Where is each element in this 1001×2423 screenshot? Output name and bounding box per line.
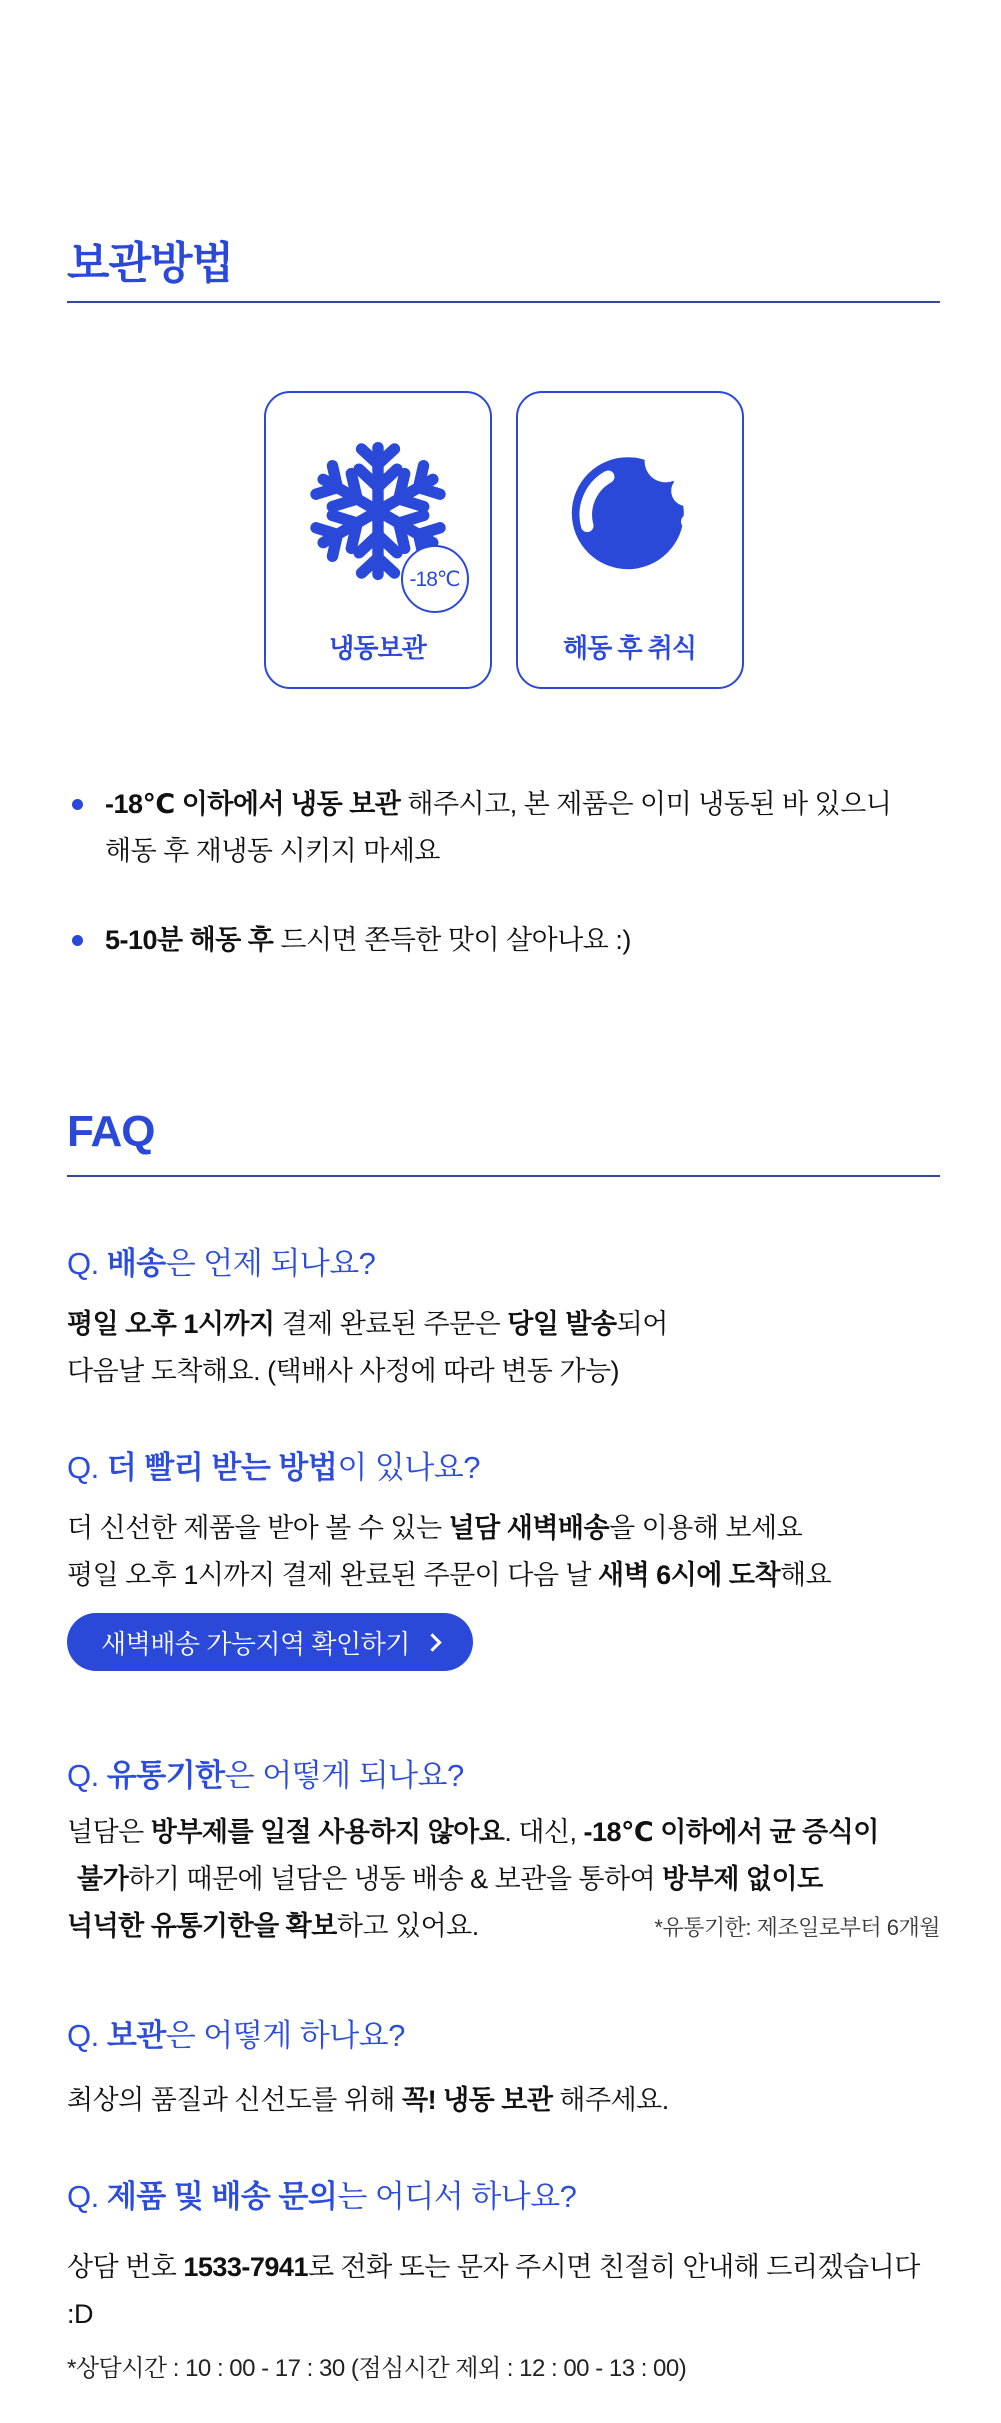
storage-cards: [67, 391, 940, 689]
bitten-cookie-icon: [562, 439, 702, 579]
chevron-right-icon: [423, 1633, 441, 1651]
storage-section-title: 보관방법: [67, 239, 234, 288]
dawn-delivery-area-button[interactable]: [67, 1613, 473, 1671]
faq-section-title: FAQ: [67, 1107, 155, 1156]
storage-notes: [67, 781, 940, 964]
list-item: [67, 917, 940, 964]
faq-question-shipping: Q. 배송은 언제 되나요?: [67, 1246, 376, 1281]
faq-answer-faster-delivery: 더 신선한 제품을 받아 볼 수 있는 널담 새벽배송을 이용해 보세요 평일 오후 1시까지 결제 완료된 주문이 다음 날 새벽 6시에 도착해요: [67, 1513, 832, 1590]
frozen-storage-card: [264, 391, 492, 689]
consultation-hours-note: *상담시간 : 10 : 00 - 17 : 30 (점심시간 제외 : 12 : 00 - 13 : 00): [67, 2355, 687, 2382]
faq-question-faster-delivery: Q. 더 빨리 받는 방법이 있나요?: [67, 1450, 480, 1485]
shelf-life-note: *유통기한: 제조일로부터 6개월: [654, 1915, 940, 1940]
bullet-dot-icon: [72, 799, 83, 810]
dawn-delivery-area-button-label: 새벽배송 가능지역 확인하기: [101, 1628, 410, 1659]
frozen-storage-label: 냉동보관: [329, 633, 426, 663]
storage-note-text: 5-10분 해동 후 드시면 쫀득한 맛이 살아나요 :): [105, 925, 631, 955]
faq-question-shelf-life: Q. 유통기한은 어떻게 되나요?: [67, 1758, 464, 1793]
section-divider: [67, 301, 940, 303]
shelf-life-text: 넉넉한 유통기한을 확보하고 있어요.: [67, 1911, 479, 1941]
storage-note-text: -18℃ 이하에서 냉동 보관 해주시고, 본 제품은 이미 냉동된 바 있으니 해동 후 재냉동 시키지 마세요: [105, 789, 892, 866]
bullet-dot-icon: [72, 935, 83, 946]
faq-question-storage: Q. 보관은 어떻게 하나요?: [67, 2018, 405, 2053]
eat-after-thaw-card: [516, 391, 744, 689]
list-item: [67, 781, 940, 875]
section-divider: [67, 1175, 940, 1177]
faq-answer-shelf-life: 널담은 방부제를 일절 사용하지 않아요. 대신, -18℃ 이하에서 균 증식이 불가하기 때문에 널담은 냉동 배송 & 보관을 통하여 방부제 없이도 넉넉한 유통기한을 확보하고 있어요. *유통기한: 제조일로부터 6개월: [67, 1809, 940, 1951]
temperature-badge: -18℃: [401, 545, 469, 613]
faq-answer-storage: 최상의 품질과 신선도를 위해 꼭! 냉동 보관 해주세요.: [67, 2085, 669, 2115]
faq-question-contact: Q. 제품 및 배송 문의는 어디서 하나요?: [67, 2179, 577, 2214]
eat-after-thaw-label: 해동 후 취식: [562, 633, 697, 663]
faq-answer-shipping: 평일 오후 1시까지 결제 완료된 주문은 당일 발송되어 다음날 도착해요. (택배사 사정에 따라 변동 가능): [67, 1309, 668, 1386]
faq-answer-contact: 상담 번호 1533-7941로 전화 또는 문자 주시면 친절히 안내해 드리겠습니다 :D: [67, 2252, 920, 2329]
